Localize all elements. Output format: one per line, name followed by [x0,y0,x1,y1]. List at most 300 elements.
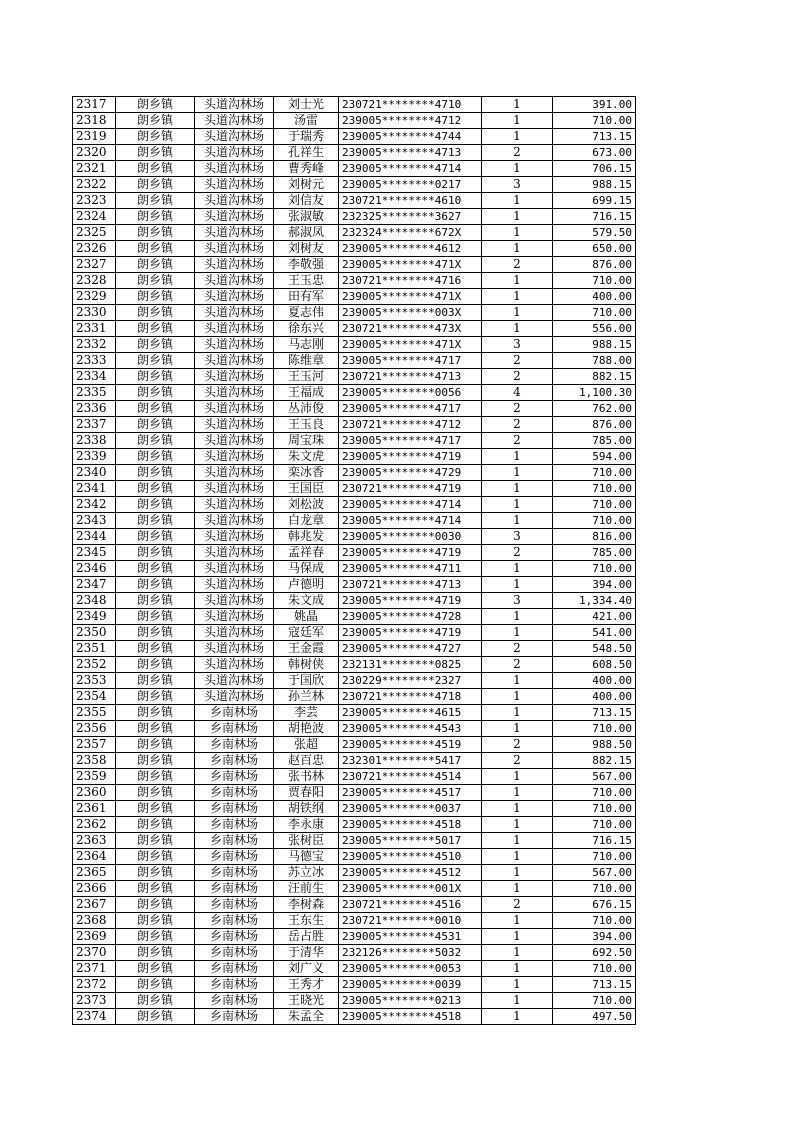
table-row [73,529,636,545]
table-row [73,513,636,529]
person-name-cell: 韩兆发 [274,529,339,545]
row-number-cell: 2362 [73,817,116,833]
id-number-cell: 239005********4719 [339,625,482,641]
person-name-cell: 岳占胜 [274,929,339,945]
town-cell: 朗乡镇 [116,257,195,273]
id-number-cell: 239005********0056 [339,385,482,401]
forest-farm-cell: 乡南林场 [195,961,274,977]
id-number-cell: 239005********4719 [339,545,482,561]
town-cell: 朗乡镇 [116,625,195,641]
amount-cell: 710.00 [553,113,636,129]
amount-cell: 710.00 [553,993,636,1009]
amount-cell: 497.50 [553,1009,636,1025]
row-number-cell: 2327 [73,257,116,273]
amount-cell: 882.15 [553,369,636,385]
town-cell: 朗乡镇 [116,673,195,689]
count-cell: 1 [482,1009,553,1025]
row-number-cell: 2355 [73,705,116,721]
row-number-cell: 2334 [73,369,116,385]
amount-cell: 710.00 [553,305,636,321]
person-name-cell: 张书林 [274,769,339,785]
count-cell: 1 [482,993,553,1009]
person-name-cell: 卢德明 [274,577,339,593]
table-row [73,865,636,881]
amount-cell: 713.15 [553,129,636,145]
id-number-cell: 230721********4719 [339,481,482,497]
id-number-cell: 239005********4728 [339,609,482,625]
forest-farm-cell: 乡南林场 [195,865,274,881]
count-cell: 2 [482,353,553,369]
row-number-cell: 2340 [73,465,116,481]
row-number-cell: 2320 [73,145,116,161]
id-number-cell: 232324********672X [339,225,482,241]
person-name-cell: 李芸 [274,705,339,721]
count-cell: 2 [482,753,553,769]
amount-cell: 608.50 [553,657,636,673]
person-name-cell: 于清华 [274,945,339,961]
amount-cell: 713.15 [553,977,636,993]
forest-farm-cell: 头道沟林场 [195,641,274,657]
table-row [73,97,636,113]
amount-cell: 710.00 [553,961,636,977]
row-number-cell: 2347 [73,577,116,593]
table-row [73,753,636,769]
id-number-cell: 232301********5417 [339,753,482,769]
row-number-cell: 2337 [73,417,116,433]
count-cell: 1 [482,129,553,145]
person-name-cell: 李敬强 [274,257,339,273]
amount-cell: 816.00 [553,529,636,545]
count-cell: 1 [482,289,553,305]
amount-cell: 579.50 [553,225,636,241]
person-name-cell: 汪前生 [274,881,339,897]
amount-cell: 716.15 [553,833,636,849]
person-name-cell: 张超 [274,737,339,753]
forest-farm-cell: 乡南林场 [195,897,274,913]
person-name-cell: 李永康 [274,817,339,833]
forest-farm-cell: 头道沟林场 [195,465,274,481]
amount-cell: 988.50 [553,737,636,753]
id-number-cell: 239005********4517 [339,785,482,801]
count-cell: 3 [482,529,553,545]
forest-farm-cell: 乡南林场 [195,737,274,753]
table-row [73,161,636,177]
person-name-cell: 曹秀峰 [274,161,339,177]
id-number-cell: 239005********003X [339,305,482,321]
count-cell: 1 [482,625,553,641]
count-cell: 2 [482,417,553,433]
table-row [73,657,636,673]
row-number-cell: 2352 [73,657,116,673]
person-name-cell: 赵百忠 [274,753,339,769]
forest-farm-cell: 头道沟林场 [195,673,274,689]
id-number-cell: 239005********4512 [339,865,482,881]
town-cell: 朗乡镇 [116,145,195,161]
amount-cell: 762.00 [553,401,636,417]
id-number-cell: 230721********4610 [339,193,482,209]
person-name-cell: 汤雷 [274,113,339,129]
row-number-cell: 2374 [73,1009,116,1025]
count-cell: 1 [482,705,553,721]
town-cell: 朗乡镇 [116,289,195,305]
id-number-cell: 239005********4711 [339,561,482,577]
count-cell: 2 [482,641,553,657]
forest-farm-cell: 头道沟林场 [195,305,274,321]
person-name-cell: 王福成 [274,385,339,401]
table-row [73,289,636,305]
person-name-cell: 栾冰香 [274,465,339,481]
id-number-cell: 239005********0030 [339,529,482,545]
table-row [73,593,636,609]
id-number-cell: 239005********471X [339,257,482,273]
person-name-cell: 刘广义 [274,961,339,977]
person-name-cell: 田有军 [274,289,339,305]
id-number-cell: 239005********4744 [339,129,482,145]
id-number-cell: 230721********4712 [339,417,482,433]
row-number-cell: 2371 [73,961,116,977]
id-number-cell: 239005********4727 [339,641,482,657]
row-number-cell: 2366 [73,881,116,897]
count-cell: 1 [482,225,553,241]
person-name-cell: 白龙章 [274,513,339,529]
count-cell: 1 [482,481,553,497]
table-row [73,785,636,801]
amount-cell: 716.15 [553,209,636,225]
row-number-cell: 2368 [73,913,116,929]
count-cell: 2 [482,401,553,417]
person-name-cell: 韩树侠 [274,657,339,673]
row-number-cell: 2373 [73,993,116,1009]
table-row [73,545,636,561]
town-cell: 朗乡镇 [116,993,195,1009]
table-body [73,97,636,1025]
id-number-cell: 239005********4714 [339,161,482,177]
row-number-cell: 2325 [73,225,116,241]
count-cell: 1 [482,833,553,849]
town-cell: 朗乡镇 [116,129,195,145]
person-name-cell: 马德宝 [274,849,339,865]
id-number-cell: 230721********4718 [339,689,482,705]
town-cell: 朗乡镇 [116,369,195,385]
forest-farm-cell: 头道沟林场 [195,417,274,433]
row-number-cell: 2326 [73,241,116,257]
amount-cell: 548.50 [553,641,636,657]
amount-cell: 594.00 [553,449,636,465]
town-cell: 朗乡镇 [116,913,195,929]
amount-cell: 400.00 [553,289,636,305]
id-number-cell: 230721********4713 [339,369,482,385]
forest-farm-cell: 头道沟林场 [195,209,274,225]
table-row [73,241,636,257]
table-row [73,993,636,1009]
town-cell: 朗乡镇 [116,449,195,465]
amount-cell: 788.00 [553,353,636,369]
id-number-cell: 239005********4543 [339,721,482,737]
table-row [73,369,636,385]
amount-cell: 650.00 [553,241,636,257]
amount-cell: 556.00 [553,321,636,337]
amount-cell: 394.00 [553,929,636,945]
town-cell: 朗乡镇 [116,497,195,513]
id-number-cell: 239005********0037 [339,801,482,817]
table-row [73,977,636,993]
forest-farm-cell: 头道沟林场 [195,337,274,353]
town-cell: 朗乡镇 [116,513,195,529]
person-name-cell: 张树臣 [274,833,339,849]
forest-farm-cell: 头道沟林场 [195,369,274,385]
row-number-cell: 2365 [73,865,116,881]
amount-cell: 567.00 [553,769,636,785]
count-cell: 2 [482,657,553,673]
town-cell: 朗乡镇 [116,193,195,209]
row-number-cell: 2356 [73,721,116,737]
count-cell: 3 [482,593,553,609]
count-cell: 1 [482,881,553,897]
forest-farm-cell: 头道沟林场 [195,433,274,449]
table-row [73,353,636,369]
forest-farm-cell: 头道沟林场 [195,689,274,705]
count-cell: 1 [482,721,553,737]
forest-farm-cell: 头道沟林场 [195,273,274,289]
count-cell: 1 [482,977,553,993]
count-cell: 1 [482,945,553,961]
count-cell: 1 [482,209,553,225]
person-name-cell: 于瑞秀 [274,129,339,145]
forest-farm-cell: 头道沟林场 [195,113,274,129]
person-name-cell: 王秀才 [274,977,339,993]
forest-farm-cell: 乡南林场 [195,1009,274,1025]
count-cell: 2 [482,433,553,449]
town-cell: 朗乡镇 [116,945,195,961]
forest-farm-cell: 乡南林场 [195,849,274,865]
table-row [73,721,636,737]
row-number-cell: 2318 [73,113,116,129]
id-number-cell: 239005********4729 [339,465,482,481]
row-number-cell: 2369 [73,929,116,945]
table-row [73,417,636,433]
amount-cell: 710.00 [553,801,636,817]
count-cell: 1 [482,241,553,257]
table-row [73,177,636,193]
town-cell: 朗乡镇 [116,737,195,753]
town-cell: 朗乡镇 [116,561,195,577]
table-row [73,817,636,833]
forest-farm-cell: 头道沟林场 [195,129,274,145]
town-cell: 朗乡镇 [116,753,195,769]
amount-cell: 710.00 [553,721,636,737]
town-cell: 朗乡镇 [116,177,195,193]
amount-cell: 710.00 [553,913,636,929]
count-cell: 2 [482,897,553,913]
table-row [73,481,636,497]
count-cell: 2 [482,545,553,561]
row-number-cell: 2359 [73,769,116,785]
person-name-cell: 朱文成 [274,593,339,609]
person-name-cell: 朱孟全 [274,1009,339,1025]
amount-cell: 713.15 [553,705,636,721]
town-cell: 朗乡镇 [116,961,195,977]
town-cell: 朗乡镇 [116,929,195,945]
row-number-cell: 2344 [73,529,116,545]
table-row [73,625,636,641]
row-number-cell: 2345 [73,545,116,561]
table-row [73,705,636,721]
forest-farm-cell: 乡南林场 [195,753,274,769]
row-number-cell: 2323 [73,193,116,209]
town-cell: 朗乡镇 [116,209,195,225]
table-row [73,801,636,817]
id-number-cell: 230229********2327 [339,673,482,689]
row-number-cell: 2367 [73,897,116,913]
table-row [73,305,636,321]
forest-farm-cell: 头道沟林场 [195,177,274,193]
table-row [73,449,636,465]
table-row [73,145,636,161]
town-cell: 朗乡镇 [116,321,195,337]
forest-farm-cell: 头道沟林场 [195,609,274,625]
count-cell: 1 [482,961,553,977]
town-cell: 朗乡镇 [116,977,195,993]
forest-farm-cell: 乡南林场 [195,945,274,961]
forest-farm-cell: 头道沟林场 [195,529,274,545]
amount-cell: 710.00 [553,881,636,897]
amount-cell: 710.00 [553,465,636,481]
forest-farm-cell: 乡南林场 [195,817,274,833]
person-name-cell: 王东生 [274,913,339,929]
id-number-cell: 239005********0039 [339,977,482,993]
count-cell: 1 [482,673,553,689]
forest-farm-cell: 头道沟林场 [195,625,274,641]
town-cell: 朗乡镇 [116,577,195,593]
id-number-cell: 230721********4516 [339,897,482,913]
person-name-cell: 王玉良 [274,417,339,433]
row-number-cell: 2333 [73,353,116,369]
table-row [73,929,636,945]
id-number-cell: 239005********4714 [339,513,482,529]
count-cell: 1 [482,513,553,529]
amount-cell: 541.00 [553,625,636,641]
amount-cell: 400.00 [553,673,636,689]
count-cell: 2 [482,737,553,753]
town-cell: 朗乡镇 [116,481,195,497]
forest-farm-cell: 头道沟林场 [195,657,274,673]
count-cell: 4 [482,385,553,401]
person-name-cell: 刘树友 [274,241,339,257]
count-cell: 1 [482,161,553,177]
id-number-cell: 239005********0213 [339,993,482,1009]
table-row [73,497,636,513]
forest-farm-cell: 头道沟林场 [195,593,274,609]
data-table [72,96,636,1025]
town-cell: 朗乡镇 [116,385,195,401]
table-row [73,577,636,593]
row-number-cell: 2322 [73,177,116,193]
town-cell: 朗乡镇 [116,353,195,369]
row-number-cell: 2353 [73,673,116,689]
town-cell: 朗乡镇 [116,593,195,609]
town-cell: 朗乡镇 [116,273,195,289]
amount-cell: 882.15 [553,753,636,769]
id-number-cell: 239005********001X [339,881,482,897]
forest-farm-cell: 乡南林场 [195,721,274,737]
id-number-cell: 239005********4717 [339,433,482,449]
row-number-cell: 2324 [73,209,116,225]
id-number-cell: 230721********4713 [339,577,482,593]
town-cell: 朗乡镇 [116,897,195,913]
table-row [73,913,636,929]
forest-farm-cell: 乡南林场 [195,801,274,817]
forest-farm-cell: 头道沟林场 [195,241,274,257]
table-row [73,833,636,849]
amount-cell: 421.00 [553,609,636,625]
table-row [73,769,636,785]
row-number-cell: 2358 [73,753,116,769]
amount-cell: 710.00 [553,785,636,801]
town-cell: 朗乡镇 [116,705,195,721]
row-number-cell: 2370 [73,945,116,961]
forest-farm-cell: 头道沟林场 [195,577,274,593]
town-cell: 朗乡镇 [116,769,195,785]
forest-farm-cell: 乡南林场 [195,833,274,849]
table-row [73,561,636,577]
amount-cell: 710.00 [553,513,636,529]
amount-cell: 673.00 [553,145,636,161]
forest-farm-cell: 乡南林场 [195,993,274,1009]
amount-cell: 567.00 [553,865,636,881]
person-name-cell: 孙兰林 [274,689,339,705]
table-row [73,737,636,753]
town-cell: 朗乡镇 [116,225,195,241]
count-cell: 1 [482,817,553,833]
forest-farm-cell: 头道沟林场 [195,497,274,513]
table-row [73,641,636,657]
table-row [73,225,636,241]
person-name-cell: 刘树元 [274,177,339,193]
count-cell: 1 [482,577,553,593]
row-number-cell: 2360 [73,785,116,801]
town-cell: 朗乡镇 [116,641,195,657]
count-cell: 1 [482,865,553,881]
forest-farm-cell: 头道沟林场 [195,561,274,577]
person-name-cell: 姚晶 [274,609,339,625]
town-cell: 朗乡镇 [116,241,195,257]
forest-farm-cell: 头道沟林场 [195,145,274,161]
id-number-cell: 239005********4510 [339,849,482,865]
count-cell: 1 [482,97,553,113]
row-number-cell: 2354 [73,689,116,705]
amount-cell: 710.00 [553,849,636,865]
amount-cell: 785.00 [553,433,636,449]
town-cell: 朗乡镇 [116,881,195,897]
table-row [73,881,636,897]
id-number-cell: 239005********4612 [339,241,482,257]
amount-cell: 988.15 [553,177,636,193]
person-name-cell: 陈维章 [274,353,339,369]
id-number-cell: 230721********4514 [339,769,482,785]
person-name-cell: 王金霞 [274,641,339,657]
id-number-cell: 232131********0825 [339,657,482,673]
id-number-cell: 239005********471X [339,289,482,305]
id-number-cell: 230721********0010 [339,913,482,929]
count-cell: 1 [482,801,553,817]
forest-farm-cell: 头道沟林场 [195,545,274,561]
count-cell: 1 [482,465,553,481]
row-number-cell: 2349 [73,609,116,625]
amount-cell: 706.15 [553,161,636,177]
amount-cell: 785.00 [553,545,636,561]
id-number-cell: 239005********4717 [339,353,482,369]
table-row [73,401,636,417]
